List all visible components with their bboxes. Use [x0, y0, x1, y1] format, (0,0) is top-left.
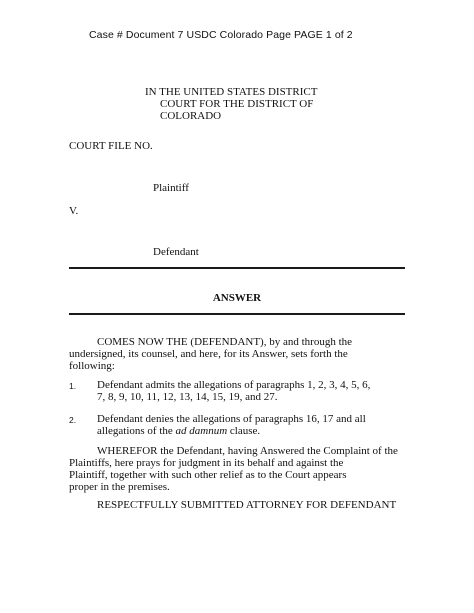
caption-divider-bottom — [69, 313, 405, 315]
plaintiff-label: Plaintiff — [153, 182, 189, 194]
wherefore-paragraph — [69, 445, 405, 493]
wherefore-line-1: WHEREFOR the Defendant, having Answered the Complaint of the — [97, 445, 398, 457]
page-header: Case # Document 7 USDC Colorado Page PAGE 1 of 2 — [89, 29, 353, 41]
ad-damnum-phrase: ad damnum — [175, 425, 228, 437]
wherefore-line-3: Plaintiff, together with such other relief as to the Court appears — [69, 469, 347, 481]
intro-line-3: following: — [69, 360, 115, 372]
item-2-line-2-prefix: allegations of the — [97, 425, 176, 437]
court-name-line-3: COLORADO — [160, 110, 222, 122]
court-name-line-1: IN THE UNITED STATES DISTRICT — [145, 86, 318, 98]
document-title: ANSWER — [212, 292, 262, 304]
item-2-number: 2. — [69, 415, 77, 425]
item-2-line-1: Defendant denies the allegations of paragraphs 16, 17 and all — [97, 413, 366, 425]
court-name-line-2: COURT FOR THE DISTRICT OF — [160, 98, 314, 110]
signature-line: RESPECTFULLY SUBMITTED ATTORNEY FOR DEFENDANT — [97, 499, 397, 511]
court-file-number: COURT FILE NO. — [69, 140, 153, 152]
defendant-label: Defendant — [153, 246, 199, 258]
item-1-line-2: 7, 8, 9, 10, 11, 12, 13, 14, 15, 19, and 27. — [97, 391, 278, 403]
item-2-line-2 — [97, 425, 407, 437]
item-1-text — [97, 379, 407, 403]
intro-paragraph — [69, 336, 405, 372]
intro-line-1: COMES NOW THE (DEFENDANT), by and through the — [97, 336, 353, 348]
wherefore-line-4: proper in the premises. — [69, 481, 170, 493]
intro-line-2: undersigned, its counsel, and here, for its Answer, sets forth the — [69, 348, 348, 360]
item-2-text — [97, 413, 407, 437]
item-2-line-2-suffix: clause. — [227, 425, 261, 437]
wherefore-line-2: Plaintiffs, here prays for judgment in its behalf and against the — [69, 457, 344, 469]
caption-divider-top — [69, 267, 405, 269]
item-1-line-1: Defendant admits the allegations of paragraphs 1, 2, 3, 4, 5, 6, — [97, 379, 371, 391]
versus-label: V. — [69, 205, 79, 217]
item-1-number: 1. — [69, 381, 77, 391]
